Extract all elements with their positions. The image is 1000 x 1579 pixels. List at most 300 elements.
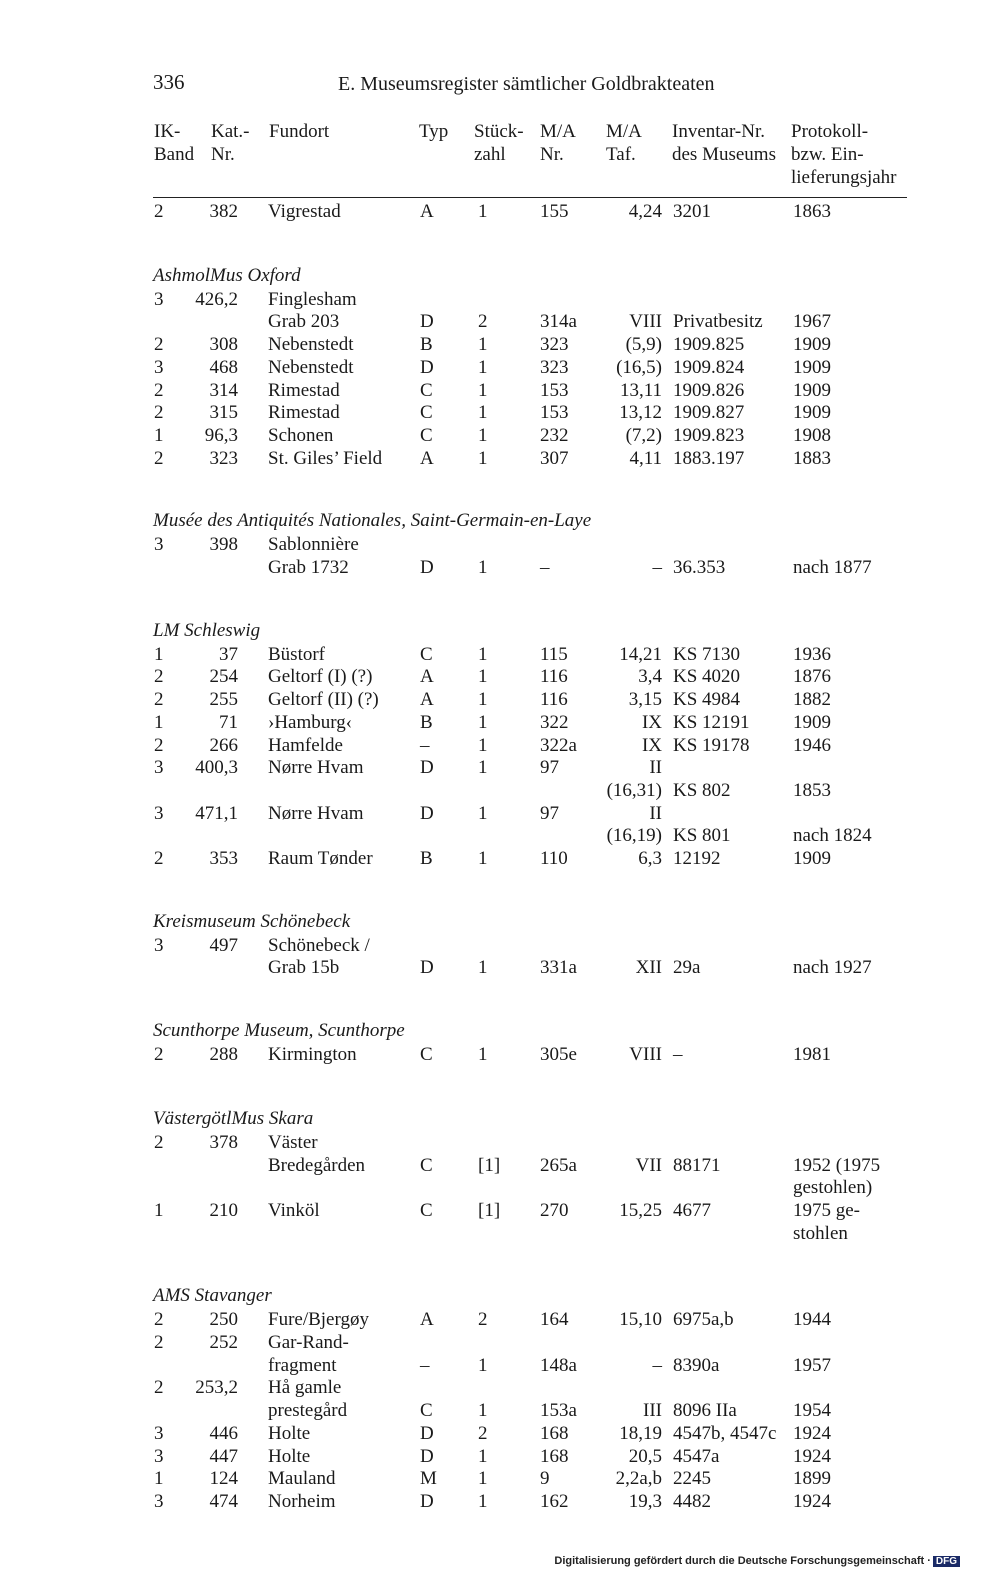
cell-ma-taf: 6,3 — [638, 848, 662, 869]
cell-ik-band: 2 — [154, 447, 164, 469]
table-row — [0, 288, 1000, 311]
cell-ik-band: 2 — [154, 379, 164, 401]
cell-kat-nr: 426,2 — [195, 288, 238, 310]
cell-inventar-nr: 88171 — [673, 1154, 721, 1176]
cell-stueckzahl: 1 — [478, 334, 488, 356]
cell-ma-taf: – — [652, 1354, 662, 1376]
cell-stueckzahl: 1 — [478, 557, 488, 578]
cell-fundort: Schonen — [268, 424, 334, 446]
header-kat-nr: Nr. — [211, 144, 235, 165]
cell-protokoll: 1853 — [793, 779, 831, 801]
cell-stueckzahl: 1 — [478, 201, 488, 222]
cell-ik-band: 3 — [154, 1490, 164, 1512]
cell-kat-nr: 398 — [209, 534, 238, 556]
cell-inventar-nr: 4482 — [673, 1490, 711, 1512]
cell-protokoll: nach 1877 — [793, 557, 872, 578]
cell-fundort: Hamfelde — [268, 734, 343, 756]
table-row — [0, 847, 1000, 870]
cell-ma-nr: 153 — [540, 402, 569, 424]
header-kat-nr: Kat.- — [211, 121, 250, 142]
table-row — [0, 1308, 1000, 1331]
cell-stueckzahl: 1 — [478, 1490, 488, 1512]
table-row — [0, 734, 1000, 757]
cell-fundort: Holte — [268, 1422, 311, 1444]
table-row — [0, 1490, 1000, 1513]
cell-stueckzahl: 2 — [478, 1422, 488, 1444]
cell-fundort: Schönebeck / — [268, 934, 370, 956]
cell-protokoll: nach 1927 — [793, 957, 872, 979]
cell-stueckzahl: 2 — [478, 1309, 488, 1331]
cell-ma-taf: VII — [635, 1154, 662, 1176]
cell-kat-nr: 255 — [209, 689, 238, 711]
cell-inventar-nr: 4547b, 4547c — [673, 1422, 777, 1444]
cell-ma-nr: 168 — [540, 1422, 569, 1444]
cell-protokoll: 1876 — [793, 666, 831, 688]
cell-fundort: Nebenstedt — [268, 334, 354, 356]
table-row — [0, 379, 1000, 402]
cell-kat-nr: 37 — [219, 643, 238, 665]
cell-ma-nr: 331a — [540, 957, 577, 979]
table-row — [0, 711, 1000, 734]
header-rule — [153, 197, 907, 198]
cell-fundort: St. Giles’ Field — [268, 447, 383, 469]
cell-fundort: prestegård — [268, 1400, 348, 1422]
cell-protokoll: 1924 — [793, 1445, 831, 1467]
cell-fundort: Norheim — [268, 1490, 336, 1512]
cell-protokoll: gestohlen) — [793, 1177, 873, 1199]
cell-ma-taf: II — [649, 802, 662, 824]
cell-typ: D — [420, 1422, 434, 1444]
cell-stueckzahl: 1 — [478, 1400, 488, 1422]
cell-ma-nr: 322 — [540, 711, 569, 733]
cell-ma-nr: 97 — [540, 802, 559, 824]
cell-fundort: Geltorf (I) (?) — [268, 666, 373, 688]
cell-ma-nr: 162 — [540, 1490, 569, 1512]
cell-inventar-nr: KS 4020 — [673, 666, 741, 688]
cell-ma-taf: – — [652, 557, 662, 578]
cell-kat-nr: 210 — [209, 1199, 238, 1221]
cell-ma-taf: (16,31) — [606, 779, 662, 801]
cell-stueckzahl: 1 — [478, 957, 488, 979]
cell-ik-band: 3 — [154, 1445, 164, 1467]
cell-protokoll: 1924 — [793, 1490, 831, 1512]
cell-kat-nr: 308 — [209, 334, 238, 356]
cell-ma-taf: 4,11 — [629, 447, 662, 469]
cell-inventar-nr: Privatbesitz — [673, 311, 763, 333]
cell-kat-nr: 446 — [209, 1422, 238, 1444]
header-ma-taf: M/A — [606, 121, 642, 142]
cell-typ: A — [420, 666, 434, 688]
cell-fundort: Grab 15b — [268, 957, 340, 979]
cell-ma-taf: 15,25 — [619, 1199, 662, 1221]
section-title: Scunthorpe Museum, Scunthorpe — [153, 1020, 405, 1042]
cell-inventar-nr: 8096 IIa — [673, 1400, 737, 1422]
cell-ma-nr: 323 — [540, 334, 569, 356]
header-typ: Typ — [419, 121, 449, 142]
cell-stueckzahl: 1 — [478, 848, 488, 869]
cell-ma-taf: 4,24 — [628, 201, 662, 222]
cell-ik-band: 3 — [154, 934, 164, 956]
cell-ik-band: 2 — [154, 689, 164, 711]
cell-protokoll: 1924 — [793, 1422, 831, 1444]
cell-ik-band: 2 — [154, 201, 164, 222]
cell-ma-taf: 15,10 — [619, 1309, 662, 1331]
table-row — [0, 1131, 1000, 1154]
cell-ma-taf: 13,11 — [619, 379, 662, 401]
cell-ik-band: 2 — [154, 1044, 164, 1066]
cell-protokoll: 1957 — [793, 1354, 831, 1376]
cell-fundort: Nørre Hvam — [268, 802, 364, 824]
cell-kat-nr: 447 — [209, 1445, 238, 1467]
cell-stueckzahl: 1 — [478, 1354, 488, 1376]
cell-kat-nr: 400,3 — [195, 757, 238, 779]
cell-ma-taf: 18,19 — [619, 1422, 662, 1444]
cell-typ: D — [420, 356, 434, 378]
cell-ik-band: 2 — [154, 334, 164, 356]
cell-kat-nr: 315 — [209, 402, 238, 424]
cell-ik-band: 3 — [154, 288, 164, 310]
table-row — [0, 1154, 1000, 1177]
cell-fundort: Sablonnière — [268, 534, 359, 556]
cell-ma-nr: – — [540, 557, 550, 578]
cell-fundort: fragment — [268, 1354, 337, 1376]
table-row — [0, 556, 1000, 579]
cell-ik-band: 3 — [154, 534, 164, 556]
cell-stueckzahl: 1 — [478, 1445, 488, 1467]
section-title: Musée des Antiquités Nationales, Saint-Germain-en-Laye — [153, 510, 592, 532]
cell-protokoll: 1899 — [793, 1468, 831, 1490]
cell-typ: – — [420, 734, 430, 756]
cell-ma-nr: 153a — [540, 1400, 577, 1422]
cell-typ: C — [420, 402, 433, 424]
cell-fundort: Nørre Hvam — [268, 757, 364, 779]
cell-ma-nr: 116 — [540, 689, 568, 711]
table-row — [0, 1376, 1000, 1399]
cell-protokoll: 1909 — [793, 711, 831, 733]
table-row — [0, 533, 1000, 556]
cell-fundort: Grab 1732 — [268, 557, 349, 578]
cell-fundort: Büstorf — [268, 643, 325, 665]
cell-inventar-nr: 1909.826 — [673, 379, 745, 401]
header-protokoll: bzw. Ein- — [791, 144, 864, 165]
cell-ma-nr: 110 — [540, 848, 568, 869]
table-row — [0, 200, 1000, 223]
cell-inventar-nr: 2245 — [673, 1468, 711, 1490]
table-row — [0, 1199, 1000, 1222]
cell-fundort: Bredegården — [268, 1154, 366, 1176]
cell-protokoll: 1909 — [793, 334, 831, 356]
cell-inventar-nr: – — [673, 1044, 683, 1066]
cell-inventar-nr: KS 4984 — [673, 689, 741, 711]
cell-kat-nr: 253,2 — [195, 1377, 238, 1399]
cell-protokoll: 1936 — [793, 643, 831, 665]
cell-ik-band: 2 — [154, 402, 164, 424]
cell-typ: C — [420, 1199, 433, 1221]
cell-fundort: Geltorf (II) (?) — [268, 689, 379, 711]
running-head: E. Museumsregister sämtlicher Goldbrakteaten — [338, 73, 715, 95]
cell-typ: A — [420, 689, 434, 711]
cell-ik-band: 2 — [154, 1377, 164, 1399]
cell-ma-taf: 3,15 — [628, 689, 662, 711]
cell-ik-band: 2 — [154, 666, 164, 688]
cell-stueckzahl: 1 — [478, 1468, 488, 1490]
footer-text: Digitalisierung gefördert durch die Deutsche Forschungsgemeinschaft · — [554, 1555, 931, 1567]
cell-stueckzahl: 1 — [478, 356, 488, 378]
cell-fundort: Mauland — [268, 1468, 336, 1490]
cell-ma-taf: VIII — [629, 311, 662, 333]
cell-ma-taf: IX — [641, 711, 662, 733]
cell-ma-nr: 307 — [540, 447, 569, 469]
table-row — [0, 665, 1000, 688]
cell-kat-nr: 96,3 — [204, 424, 238, 446]
cell-kat-nr: 288 — [209, 1044, 238, 1066]
cell-inventar-nr: KS 7130 — [673, 643, 741, 665]
cell-typ: A — [420, 447, 434, 469]
cell-ma-nr: 116 — [540, 666, 568, 688]
header-inventar-nr: des Museums — [672, 144, 776, 165]
cell-inventar-nr: 6975a,b — [673, 1309, 734, 1331]
cell-typ: M — [420, 1468, 437, 1490]
header-stueckzahl: zahl — [474, 144, 506, 165]
cell-inventar-nr: 3201 — [673, 201, 711, 222]
cell-protokoll: 1954 — [793, 1400, 831, 1422]
cell-kat-nr: 382 — [209, 201, 238, 222]
cell-stueckzahl: 1 — [478, 666, 488, 688]
table-row — [0, 1445, 1000, 1468]
cell-ma-nr: 314a — [540, 311, 577, 333]
cell-fundort: Hå gamle — [268, 1377, 342, 1399]
cell-typ: D — [420, 1490, 434, 1512]
cell-inventar-nr: 1909.824 — [673, 356, 745, 378]
cell-stueckzahl: 1 — [478, 447, 488, 469]
cell-inventar-nr: 36.353 — [673, 557, 726, 578]
cell-inventar-nr: 8390a — [673, 1354, 720, 1376]
cell-typ: C — [420, 379, 433, 401]
table-row — [0, 779, 1000, 802]
cell-ik-band: 1 — [154, 643, 164, 665]
cell-inventar-nr: 1883.197 — [673, 447, 745, 469]
cell-inventar-nr: 4547a — [673, 1445, 720, 1467]
table-row — [0, 447, 1000, 470]
cell-ik-band: 2 — [154, 1131, 164, 1153]
cell-kat-nr: 250 — [209, 1309, 238, 1331]
header-protokoll: Protokoll- — [791, 121, 869, 142]
cell-stueckzahl: [1] — [478, 1199, 501, 1221]
cell-kat-nr: 497 — [209, 934, 238, 956]
cell-ma-nr: 322a — [540, 734, 577, 756]
section-title: VästergötlMus Skara — [153, 1107, 314, 1129]
cell-ma-taf: VIII — [629, 1044, 662, 1066]
table-row — [0, 688, 1000, 711]
cell-fundort: Grab 203 — [268, 311, 340, 333]
cell-fundort: Väster — [268, 1131, 318, 1153]
cell-ma-taf: (7,2) — [625, 424, 662, 446]
cell-fundort: Kirmington — [268, 1044, 357, 1066]
table-row — [0, 756, 1000, 779]
table-row — [0, 401, 1000, 424]
cell-typ: C — [420, 424, 433, 446]
cell-fundort: Vigrestad — [268, 201, 341, 222]
cell-ma-nr: 270 — [540, 1199, 569, 1221]
cell-ik-band: 2 — [154, 1332, 164, 1353]
cell-kat-nr: 471,1 — [195, 802, 238, 824]
cell-ma-nr: 164 — [540, 1309, 569, 1331]
header-inventar-nr: Inventar-Nr. — [672, 121, 765, 142]
cell-stueckzahl: 1 — [478, 424, 488, 446]
cell-fundort: Gar-Rand- — [268, 1332, 349, 1353]
page-number: 336 — [153, 70, 185, 94]
cell-ma-nr: 153 — [540, 379, 569, 401]
cell-ma-taf: XII — [635, 957, 662, 979]
cell-protokoll: 1909 — [793, 379, 831, 401]
cell-typ: B — [420, 848, 433, 869]
cell-ma-nr: 265a — [540, 1154, 577, 1176]
cell-fundort: Rimestad — [268, 402, 340, 424]
cell-protokoll: stohlen — [793, 1222, 848, 1244]
cell-typ: A — [420, 201, 434, 222]
table-row — [0, 956, 1000, 979]
cell-inventar-nr: 1909.825 — [673, 334, 745, 356]
cell-fundort: Nebenstedt — [268, 356, 354, 378]
cell-protokoll: 1981 — [793, 1044, 831, 1066]
cell-typ: D — [420, 557, 434, 578]
cell-typ: C — [420, 1154, 433, 1176]
cell-protokoll: 1908 — [793, 424, 831, 446]
dfg-logo: DFG — [933, 1556, 960, 1567]
table-row — [0, 356, 1000, 379]
cell-protokoll: 1863 — [793, 201, 831, 222]
cell-stueckzahl: 1 — [478, 379, 488, 401]
cell-typ: C — [420, 1044, 433, 1066]
cell-ma-taf: (16,19) — [606, 825, 662, 847]
cell-ik-band: 3 — [154, 757, 164, 779]
cell-protokoll: 1882 — [793, 689, 831, 711]
cell-inventar-nr: KS 12191 — [673, 711, 750, 733]
cell-protokoll: 1909 — [793, 402, 831, 424]
table-row — [0, 1222, 1000, 1245]
cell-protokoll: 1909 — [793, 356, 831, 378]
cell-ma-taf: 2,2a,b — [615, 1468, 662, 1490]
cell-protokoll: 1975 ge- — [793, 1199, 861, 1221]
table-row — [0, 310, 1000, 333]
cell-typ: D — [420, 311, 434, 333]
cell-ma-taf: (5,9) — [625, 334, 662, 356]
header-ma-taf: Taf. — [606, 144, 636, 165]
cell-protokoll: 1946 — [793, 734, 831, 756]
cell-protokoll: nach 1824 — [793, 825, 872, 847]
cell-protokoll: 1944 — [793, 1309, 831, 1331]
section-title: AshmolMus Oxford — [153, 264, 301, 286]
cell-inventar-nr: 12192 — [673, 848, 721, 869]
cell-inventar-nr: KS 802 — [673, 779, 731, 801]
header-ma-nr: M/A — [540, 121, 576, 142]
cell-ma-taf: 20,5 — [628, 1445, 662, 1467]
footer — [554, 1555, 960, 1567]
cell-typ: B — [420, 334, 433, 356]
header-fundort: Fundort — [269, 121, 330, 142]
cell-typ: D — [420, 802, 434, 824]
cell-ma-taf: 14,21 — [619, 643, 662, 665]
header-protokoll: lieferungsjahr — [791, 167, 897, 188]
cell-inventar-nr: KS 801 — [673, 825, 731, 847]
table-row — [0, 333, 1000, 356]
cell-stueckzahl: 2 — [478, 311, 488, 333]
header-stueckzahl: Stück- — [474, 121, 524, 142]
cell-protokoll: 1952 (1975 — [793, 1154, 881, 1176]
cell-ma-nr: 148a — [540, 1354, 577, 1376]
table-row — [0, 1331, 1000, 1354]
header-ik-band: Band — [154, 144, 195, 165]
table-row — [0, 1422, 1000, 1445]
cell-typ: D — [420, 957, 434, 979]
cell-ma-nr: 323 — [540, 356, 569, 378]
cell-ma-taf: (16,5) — [616, 356, 662, 378]
table-row — [0, 824, 1000, 847]
cell-ik-band: 3 — [154, 802, 164, 824]
cell-ma-nr: 97 — [540, 757, 559, 779]
cell-inventar-nr: 1909.827 — [673, 402, 745, 424]
cell-typ: A — [420, 1309, 434, 1331]
cell-stueckzahl: 1 — [478, 689, 488, 711]
cell-fundort: Rimestad — [268, 379, 340, 401]
cell-ma-nr: 305e — [540, 1044, 577, 1066]
cell-kat-nr: 323 — [209, 447, 238, 469]
cell-kat-nr: 468 — [209, 356, 238, 378]
cell-ma-nr: 115 — [540, 643, 568, 665]
cell-ma-taf: 13,12 — [619, 402, 662, 424]
table-row — [0, 934, 1000, 957]
header-ma-nr: Nr. — [540, 144, 564, 165]
table-row — [0, 1399, 1000, 1422]
table-row — [0, 1176, 1000, 1199]
cell-kat-nr: 71 — [219, 711, 238, 733]
cell-stueckzahl: 1 — [478, 757, 488, 779]
cell-ma-taf: IX — [641, 734, 662, 756]
cell-inventar-nr: 1909.823 — [673, 424, 745, 446]
cell-inventar-nr: 4677 — [673, 1199, 711, 1221]
table-row — [0, 802, 1000, 825]
cell-protokoll: 1909 — [793, 848, 831, 869]
cell-stueckzahl: 1 — [478, 402, 488, 424]
section-title: LM Schleswig — [153, 619, 261, 641]
section-title: Kreismuseum Schönebeck — [153, 910, 351, 932]
cell-ik-band: 1 — [154, 1468, 164, 1490]
cell-stueckzahl: 1 — [478, 711, 488, 733]
cell-ma-taf: 19,3 — [628, 1490, 662, 1512]
table-row — [0, 643, 1000, 666]
cell-typ: – — [420, 1354, 430, 1376]
cell-fundort: Raum Tønder — [268, 848, 373, 869]
cell-kat-nr: 314 — [209, 379, 238, 401]
cell-ik-band: 1 — [154, 1199, 164, 1221]
table-row — [0, 1467, 1000, 1490]
cell-kat-nr: 266 — [209, 734, 238, 756]
cell-kat-nr: 252 — [209, 1332, 238, 1353]
cell-typ: C — [420, 1400, 433, 1422]
cell-fundort: Finglesham — [268, 288, 357, 310]
cell-ma-nr: 168 — [540, 1445, 569, 1467]
cell-ik-band: 1 — [154, 424, 164, 446]
cell-ik-band: 2 — [154, 734, 164, 756]
cell-stueckzahl: 1 — [478, 734, 488, 756]
cell-fundort: Fure/Bjergøy — [268, 1309, 369, 1331]
cell-inventar-nr: KS 19178 — [673, 734, 750, 756]
cell-fundort: Vinköl — [268, 1199, 320, 1221]
cell-typ: C — [420, 643, 433, 665]
cell-stueckzahl: 1 — [478, 802, 488, 824]
cell-kat-nr: 378 — [209, 1131, 238, 1153]
cell-fundort: ›Hamburg‹ — [268, 711, 353, 733]
